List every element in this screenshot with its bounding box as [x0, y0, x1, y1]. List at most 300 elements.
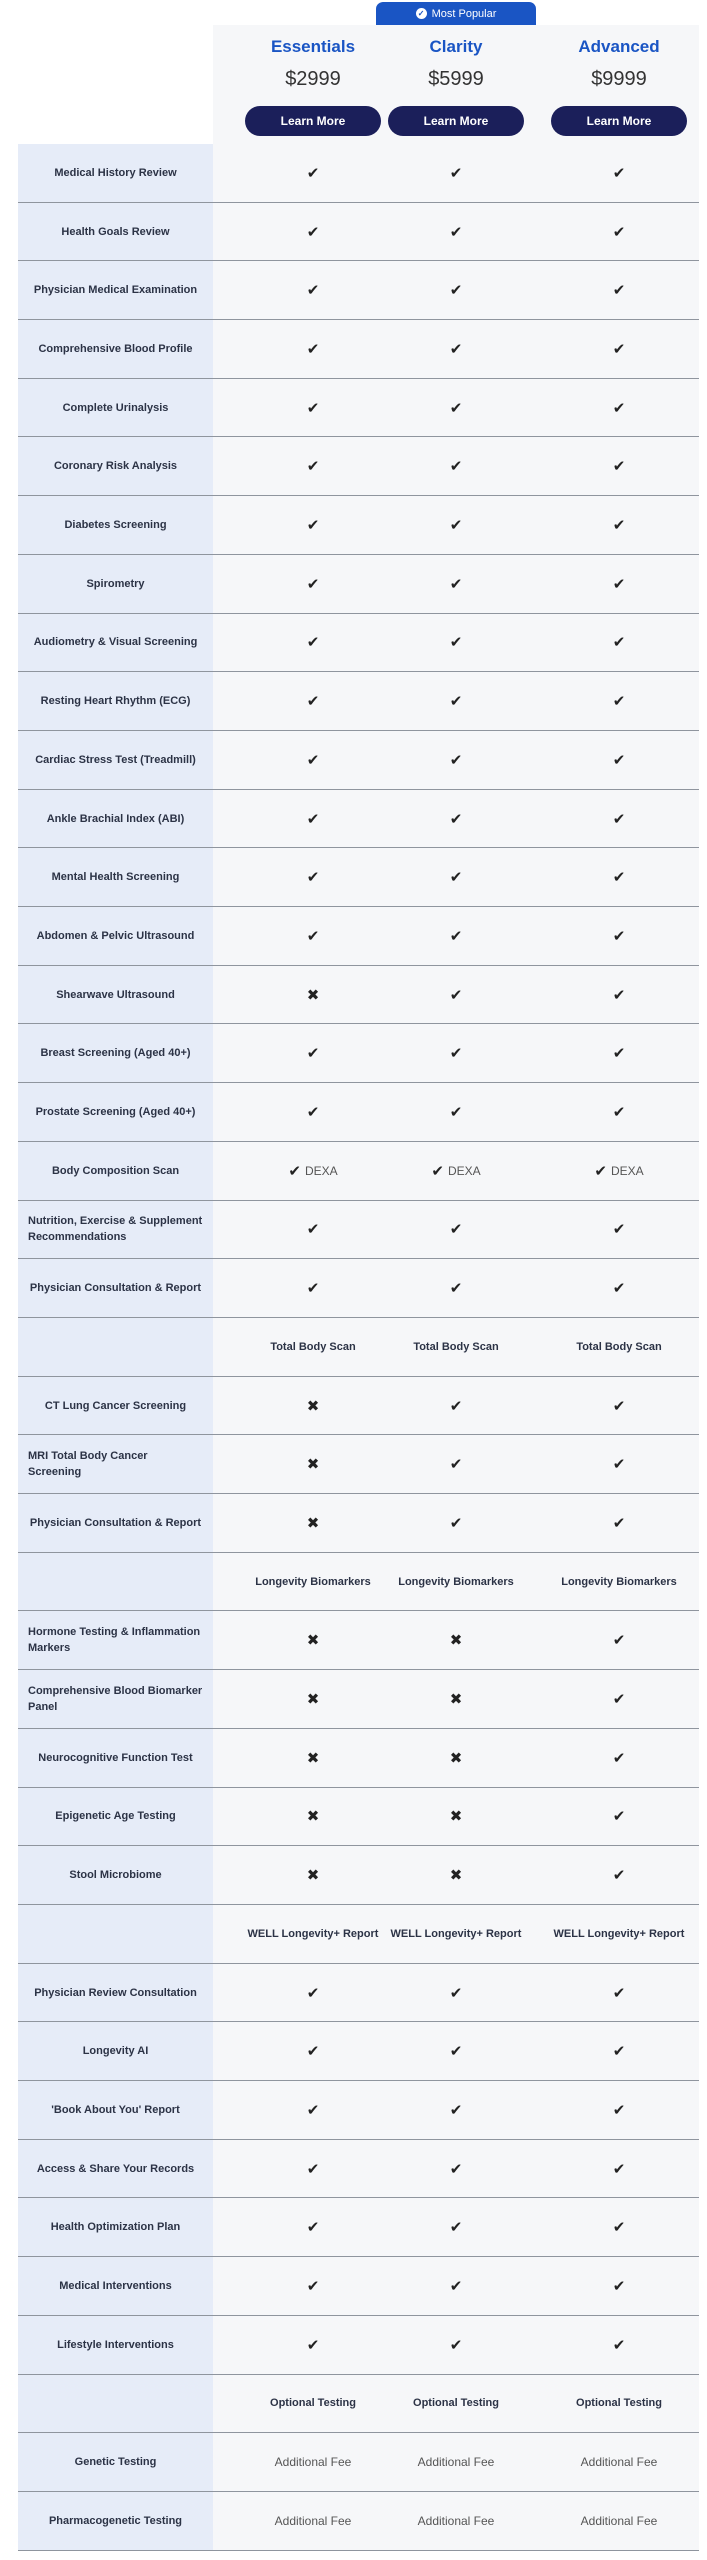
- feature-cell: [232, 144, 394, 202]
- table-row: [18, 848, 699, 907]
- cross-icon: ✖: [306, 1456, 320, 1474]
- check-icon: ✔: [449, 1514, 463, 1532]
- feature-cell: [538, 790, 700, 848]
- feature-cell: [538, 1788, 700, 1846]
- feature-cell: [375, 1142, 537, 1200]
- table-row: [18, 438, 699, 497]
- check-icon: ✔: [306, 1104, 320, 1122]
- check-icon: ✔: [612, 282, 626, 300]
- check-icon: ✔: [612, 399, 626, 417]
- feature-cell: [232, 1259, 394, 1317]
- table-row: [18, 2081, 699, 2140]
- feature-cell: [375, 2081, 537, 2139]
- check-icon: ✔: [306, 2160, 320, 2178]
- feature-cell: [232, 1612, 394, 1670]
- table-row: [18, 261, 699, 320]
- section-title: Optional Testing: [576, 2397, 662, 2410]
- feature-label: Mental Health Screening: [51, 871, 180, 884]
- table-row: [18, 320, 699, 379]
- feature-cell: [375, 672, 537, 730]
- feature-label: Coronary Risk Analysis: [53, 460, 178, 473]
- feature-label: Body Composition Scan: [51, 1164, 180, 1177]
- feature-cell: [375, 1612, 537, 1670]
- fee-text: Additional Fee: [580, 2455, 658, 2470]
- table-row: [18, 966, 699, 1025]
- feature-cell: [538, 496, 700, 554]
- table-row: [18, 731, 699, 790]
- cross-icon: ✖: [306, 1808, 320, 1826]
- check-icon: ✔: [612, 927, 626, 945]
- fee-text: Additional Fee: [417, 2513, 495, 2528]
- check-icon: ✔: [306, 1984, 320, 2002]
- check-icon: ✔: [449, 927, 463, 945]
- feature-cell: [375, 2199, 537, 2257]
- section-title: Longevity Biomarkers: [561, 1575, 677, 1588]
- table-row: [18, 1435, 699, 1494]
- check-icon: ✔: [306, 810, 320, 828]
- feature-cell: [375, 261, 537, 319]
- check-icon: ✔: [449, 2278, 463, 2296]
- check-icon: ✔: [612, 1867, 626, 1885]
- check-icon: ✔: [612, 517, 626, 535]
- feature-cell: [375, 1846, 537, 1904]
- check-icon: ✔: [449, 1221, 463, 1239]
- table-row: [18, 2492, 699, 2551]
- feature-cell: [375, 1964, 537, 2022]
- check-icon: ✔: [612, 2278, 626, 2296]
- feature-label: 'Book About You' Report: [51, 2103, 180, 2116]
- check-icon: ✔: [449, 223, 463, 241]
- feature-cell: [538, 555, 700, 613]
- feature-cell: [232, 203, 394, 261]
- feature-cell: [232, 907, 394, 965]
- feature-cell: [538, 379, 700, 437]
- check-icon: ✔: [449, 2336, 463, 2354]
- feature-label: Physician Consultation & Report: [29, 1282, 202, 1295]
- feature-label: Comprehensive Blood Biomarker Panel: [28, 1685, 203, 1714]
- feature-cell: [538, 1729, 700, 1787]
- feature-cell: [375, 438, 537, 496]
- cross-icon: ✖: [449, 1632, 463, 1650]
- feature-cell: [538, 2257, 700, 2315]
- check-icon: ✔: [431, 1162, 444, 1180]
- feature-label: Epigenetic Age Testing: [55, 1810, 176, 1823]
- table-row: [18, 1142, 699, 1201]
- check-icon: ✔: [449, 751, 463, 769]
- fee-text: Additional Fee: [274, 2513, 352, 2528]
- check-icon: ✔: [612, 986, 626, 1004]
- feature-label: CT Lung Cancer Screening: [44, 1399, 187, 1412]
- check-icon: ✔: [288, 1162, 301, 1180]
- check-icon: ✔: [449, 1280, 463, 1298]
- plan-clarity: [375, 25, 537, 136]
- check-icon: ✔: [306, 340, 320, 358]
- feature-cell: [375, 848, 537, 906]
- check-icon: ✔: [612, 2043, 626, 2061]
- check-icon: ✔: [612, 869, 626, 887]
- table-row: [18, 1846, 699, 1905]
- table-row: [18, 1612, 699, 1671]
- table-row: [18, 379, 699, 438]
- section-header-row: [18, 1553, 699, 1612]
- table-row: [18, 203, 699, 262]
- table-row: [18, 496, 699, 555]
- table-row: [18, 2140, 699, 2199]
- table-row: [18, 790, 699, 849]
- check-icon: ✔: [449, 634, 463, 652]
- table-row: [18, 2433, 699, 2492]
- feature-cell: [232, 261, 394, 319]
- check-icon: ✔: [449, 517, 463, 535]
- feature-cell: [232, 1377, 394, 1435]
- feature-cell: [375, 966, 537, 1024]
- check-icon: ✔: [306, 458, 320, 476]
- feature-cell: [232, 1142, 394, 1200]
- fee-text: Additional Fee: [417, 2455, 495, 2470]
- section-title: Total Body Scan: [576, 1340, 662, 1353]
- feature-cell: [538, 1201, 700, 1259]
- feature-cell: [232, 614, 394, 672]
- feature-label: Shearwave Ultrasound: [56, 988, 175, 1001]
- cross-icon: ✖: [306, 1867, 320, 1885]
- feature-cell: [375, 2022, 537, 2080]
- feature-cell: [538, 966, 700, 1024]
- table-row: [18, 1729, 699, 1788]
- feature-cell: [232, 1083, 394, 1141]
- table-row: [18, 144, 699, 203]
- table-row: [18, 614, 699, 673]
- check-icon: ✔: [612, 575, 626, 593]
- check-icon: ✔: [449, 1045, 463, 1063]
- check-icon: ✔: [449, 693, 463, 711]
- feature-cell: [232, 555, 394, 613]
- check-icon: ✔: [612, 2101, 626, 2119]
- feature-label: Hormone Testing & Inflammation Markers: [28, 1626, 201, 1655]
- cross-icon: ✖: [306, 1514, 320, 1532]
- feature-label: Breast Screening (Aged 40+): [40, 1047, 191, 1060]
- cross-icon: ✖: [306, 1632, 320, 1650]
- feature-label: Comprehensive Blood Profile: [38, 342, 193, 355]
- feature-cell: [375, 1259, 537, 1317]
- feature-cell: [232, 320, 394, 378]
- feature-label: MRI Total Body Cancer Screening: [28, 1450, 148, 1479]
- check-icon: ✔: [306, 693, 320, 711]
- feature-cell: [232, 1788, 394, 1846]
- check-icon: ✔: [306, 223, 320, 241]
- feature-label: Physician Consultation & Report: [29, 1516, 202, 1529]
- feature-label: Audiometry & Visual Screening: [33, 636, 198, 649]
- feature-label: Ankle Brachial Index (ABI): [46, 812, 185, 825]
- check-icon: ✔: [612, 1456, 626, 1474]
- feature-cell: [538, 2140, 700, 2198]
- check-icon: ✔: [449, 458, 463, 476]
- feature-label: Prostate Screening (Aged 40+): [35, 1106, 196, 1119]
- check-icon: ✔: [449, 399, 463, 417]
- scan-type-label: DEXA: [447, 1163, 481, 1178]
- plan-name: Clarity: [429, 37, 483, 56]
- check-icon: ✔: [612, 693, 626, 711]
- check-icon: ✔: [612, 2336, 626, 2354]
- feature-cell: [232, 2257, 394, 2315]
- plan-price: $9999: [591, 68, 647, 90]
- cross-icon: ✖: [449, 1867, 463, 1885]
- check-icon: ✔: [612, 1808, 626, 1826]
- feature-label: Spirometry: [86, 577, 145, 590]
- check-icon: ✔: [449, 810, 463, 828]
- table-row: [18, 2257, 699, 2316]
- feature-cell: [538, 1025, 700, 1083]
- feature-cell: [232, 2081, 394, 2139]
- feature-cell: [538, 1846, 700, 1904]
- check-icon: ✔: [612, 634, 626, 652]
- feature-cell: [375, 614, 537, 672]
- check-icon: ✔: [306, 1045, 320, 1063]
- cross-icon: ✖: [306, 1397, 320, 1415]
- table-row: [18, 1201, 699, 1260]
- feature-label: Lifestyle Interventions: [57, 2338, 174, 2351]
- feature-cell: [375, 496, 537, 554]
- feature-cell: [232, 2316, 394, 2374]
- check-icon: ✔: [449, 986, 463, 1004]
- feature-label: Cardiac Stress Test (Treadmill): [35, 753, 196, 766]
- table-row: [18, 2199, 699, 2258]
- table-row: [18, 672, 699, 731]
- check-icon: ✔: [612, 1749, 626, 1767]
- scan-type-label: DEXA: [610, 1163, 644, 1178]
- section-title: Total Body Scan: [270, 1340, 356, 1353]
- scan-type-label: DEXA: [304, 1163, 338, 1178]
- check-icon: ✔: [306, 164, 320, 182]
- cross-icon: ✖: [306, 1691, 320, 1709]
- check-icon: ✔: [306, 2278, 320, 2296]
- check-icon: ✔: [306, 869, 320, 887]
- feature-label: [28, 1905, 203, 1963]
- feature-cell: [375, 790, 537, 848]
- feature-cell: [538, 672, 700, 730]
- feature-cell: [232, 2140, 394, 2198]
- check-icon: ✔: [449, 2101, 463, 2119]
- check-icon: ✔: [306, 2043, 320, 2061]
- feature-cell: [538, 261, 700, 319]
- feature-cell: [232, 379, 394, 437]
- feature-cell: [375, 1729, 537, 1787]
- feature-cell: [538, 2316, 700, 2374]
- feature-cell: [232, 672, 394, 730]
- feature-cell: [375, 1435, 537, 1493]
- fee-text: Additional Fee: [274, 2455, 352, 2470]
- feature-cell: [538, 731, 700, 789]
- learn-more-button[interactable]: Learn More: [388, 106, 524, 136]
- check-icon: ✔: [612, 340, 626, 358]
- table-row: [18, 1788, 699, 1847]
- feature-cell: [538, 1612, 700, 1670]
- feature-cell: [538, 1435, 700, 1493]
- fee-text: Additional Fee: [580, 2513, 658, 2528]
- check-icon: ✔: [306, 2219, 320, 2237]
- check-icon: ✔: [306, 2336, 320, 2354]
- section-title: WELL Longevity+ Report: [390, 1927, 522, 1940]
- check-icon: ✔: [449, 575, 463, 593]
- comparison-table: [18, 0, 699, 2560]
- feature-cell: [538, 907, 700, 965]
- check-icon: ✔: [612, 1514, 626, 1532]
- feature-label: Pharmacogenetic Testing: [48, 2514, 183, 2527]
- table-row: [18, 2316, 699, 2375]
- table-row: [18, 1964, 699, 2023]
- plan-advanced: [538, 25, 700, 136]
- feature-label: Access & Share Your Records: [36, 2162, 195, 2175]
- check-icon: ✔: [306, 1221, 320, 1239]
- feature-cell: [538, 144, 700, 202]
- feature-label: Complete Urinalysis: [62, 401, 169, 414]
- feature-cell: [538, 1259, 700, 1317]
- feature-cell: [375, 2316, 537, 2374]
- table-row: [18, 1083, 699, 1142]
- feature-cell: [538, 1377, 700, 1435]
- table-row: [18, 1025, 699, 1084]
- feature-label: Physician Review Consultation: [34, 1986, 197, 1999]
- feature-cell: [538, 1964, 700, 2022]
- check-icon: ✔: [612, 164, 626, 182]
- check-icon: ✔: [612, 1280, 626, 1298]
- check-icon: ✔: [449, 1456, 463, 1474]
- feature-cell: [232, 1494, 394, 1552]
- feature-label: [28, 1318, 203, 1376]
- check-icon: ✔: [306, 927, 320, 945]
- check-icon: ✔: [306, 282, 320, 300]
- feature-cell: [538, 1142, 700, 1200]
- feature-cell: [375, 2140, 537, 2198]
- section-title: Total Body Scan: [413, 1340, 499, 1353]
- feature-cell: [375, 144, 537, 202]
- feature-cell: [232, 496, 394, 554]
- feature-cell: [232, 2199, 394, 2257]
- feature-label: Diabetes Screening: [64, 519, 167, 532]
- feature-label: Resting Heart Rhythm (ECG): [40, 695, 191, 708]
- check-icon: ✔: [306, 2101, 320, 2119]
- feature-cell: [538, 2199, 700, 2257]
- check-icon: ✔: [612, 223, 626, 241]
- table-row: [18, 1670, 699, 1729]
- feature-label: [28, 1553, 203, 1611]
- check-icon: ✔: [449, 282, 463, 300]
- check-icon: ✔: [306, 399, 320, 417]
- section-title: Optional Testing: [270, 2397, 356, 2410]
- badge-label: Most Popular: [431, 7, 497, 20]
- table-row: [18, 1377, 699, 1436]
- feature-cell: [375, 1670, 537, 1728]
- feature-cell: [375, 379, 537, 437]
- feature-cell: [375, 1025, 537, 1083]
- feature-label: Abdomen & Pelvic Ultrasound: [36, 929, 195, 942]
- check-icon: ✔: [612, 1221, 626, 1239]
- feature-cell: [538, 1083, 700, 1141]
- feature-cell: [232, 1729, 394, 1787]
- feature-cell: [232, 848, 394, 906]
- feature-label: Nutrition, Exercise & Supplement Recommendations: [28, 1215, 203, 1244]
- feature-cell: [375, 731, 537, 789]
- feature-cell: [232, 1964, 394, 2022]
- check-icon: ✔: [306, 634, 320, 652]
- feature-cell: [538, 614, 700, 672]
- feature-label: Neurocognitive Function Test: [38, 1751, 193, 1764]
- table-row: [18, 555, 699, 614]
- check-icon: ✔: [449, 1104, 463, 1122]
- feature-cell: [375, 555, 537, 613]
- cross-icon: ✖: [449, 1749, 463, 1767]
- feature-cell: [232, 1670, 394, 1728]
- table-row: [18, 1259, 699, 1318]
- check-icon: ✔: [306, 1280, 320, 1298]
- section-title: WELL Longevity+ Report: [247, 1927, 379, 1940]
- feature-label: Longevity AI: [82, 2045, 149, 2058]
- feature-label: Physician Medical Examination: [33, 284, 198, 297]
- check-icon: ✔: [612, 1632, 626, 1650]
- most-popular-badge: [376, 2, 536, 25]
- check-icon: ✔: [449, 869, 463, 887]
- check-circle-icon: ✓: [416, 8, 427, 19]
- check-icon: ✔: [612, 1045, 626, 1063]
- feature-cell: [375, 1201, 537, 1259]
- feature-cell: [538, 1494, 700, 1552]
- feature-cell: [538, 320, 700, 378]
- check-icon: ✔: [306, 751, 320, 769]
- feature-label: Medical Interventions: [59, 2280, 172, 2293]
- check-icon: ✔: [612, 1691, 626, 1709]
- cross-icon: ✖: [306, 1749, 320, 1767]
- feature-label: Genetic Testing: [74, 2456, 157, 2469]
- section-title: WELL Longevity+ Report: [553, 1927, 685, 1940]
- feature-cell: [375, 907, 537, 965]
- feature-label: Health Optimization Plan: [50, 2221, 181, 2234]
- feature-cell: [375, 1083, 537, 1141]
- feature-cell: [375, 203, 537, 261]
- learn-more-button[interactable]: Learn More: [551, 106, 687, 136]
- check-icon: ✔: [612, 1397, 626, 1415]
- feature-label: Medical History Review: [54, 166, 177, 179]
- feature-cell: [232, 1846, 394, 1904]
- plan-price: $2999: [285, 68, 341, 90]
- table-row: [18, 907, 699, 966]
- check-icon: ✔: [449, 1397, 463, 1415]
- plan-essentials: [232, 25, 394, 136]
- check-icon: ✔: [612, 751, 626, 769]
- plan-name: Advanced: [578, 37, 660, 56]
- cross-icon: ✖: [449, 1808, 463, 1826]
- feature-cell: [232, 1025, 394, 1083]
- feature-cell: [538, 203, 700, 261]
- section-header-row: [18, 1905, 699, 1964]
- feature-cell: [375, 320, 537, 378]
- check-icon: ✔: [612, 2160, 626, 2178]
- check-icon: ✔: [306, 575, 320, 593]
- feature-cell: [232, 1435, 394, 1493]
- check-icon: ✔: [449, 1984, 463, 2002]
- feature-cell: [232, 438, 394, 496]
- feature-cell: [538, 1670, 700, 1728]
- check-icon: ✔: [449, 2160, 463, 2178]
- check-icon: ✔: [449, 2219, 463, 2237]
- feature-label: Health Goals Review: [61, 225, 170, 238]
- section-header-row: [18, 1318, 699, 1377]
- section-title: Longevity Biomarkers: [398, 1575, 514, 1588]
- learn-more-button[interactable]: Learn More: [245, 106, 381, 136]
- check-icon: ✔: [612, 2219, 626, 2237]
- feature-cell: [538, 848, 700, 906]
- section-title: Longevity Biomarkers: [255, 1575, 371, 1588]
- check-icon: ✔: [594, 1162, 607, 1180]
- feature-label: Stool Microbiome: [69, 1869, 162, 1882]
